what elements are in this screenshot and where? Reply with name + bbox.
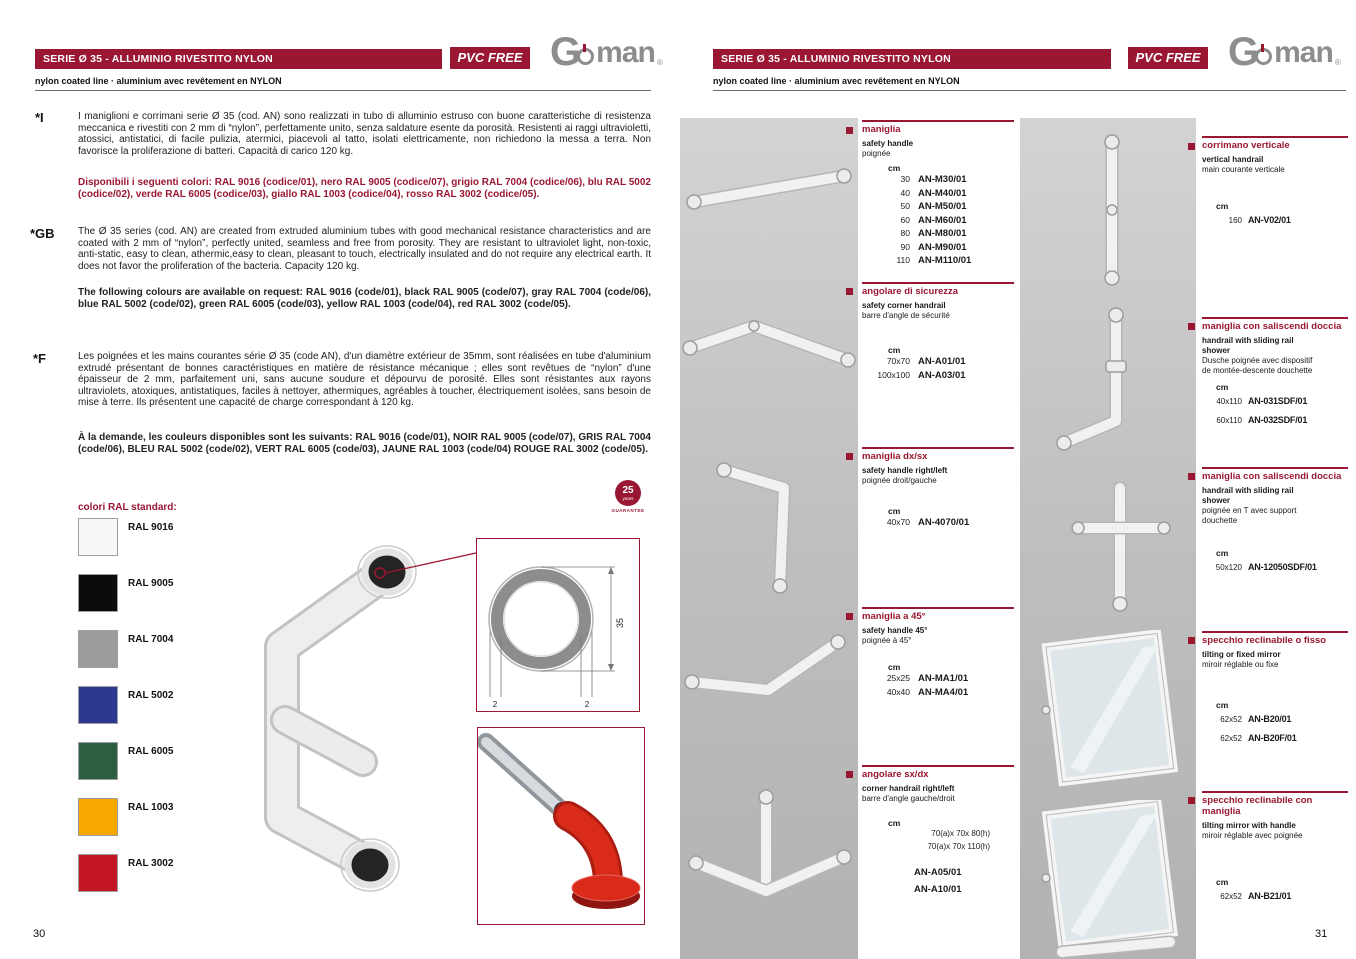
product-photo-white-handrail bbox=[185, 525, 475, 925]
ral-swatch-5002 bbox=[78, 686, 118, 724]
pvc-free-badge-right: PVC FREE bbox=[1128, 47, 1208, 69]
product-desc-fr: poignée à 45° bbox=[862, 636, 912, 645]
paragraph-english: The Ø 35 series (cod. AN) are created from extruded aluminium tubes with good mechanical resistance characteristics and are coated with 2 mm of “nylon”, perfectly united, seamless and free from porosity. They are resistant to ultraviolet light, non-toxic, anti-static, easy to clean, athermic,easy to clean, pleasant to touch, electrically insulated and do not require any electrical earth. It does not favor the proliferation of the bacteria. Capacity 120 kg. bbox=[78, 226, 651, 272]
photo-column-left bbox=[680, 118, 858, 959]
dimension-2-right-label: 2 bbox=[584, 700, 590, 709]
ral-swatch-1003 bbox=[78, 798, 118, 836]
guarantee-number: 25 bbox=[622, 484, 634, 496]
guarantee-text: GUARANTEE bbox=[611, 508, 645, 513]
unit-label: cm bbox=[1216, 700, 1229, 710]
product-row: 40 AN-M40/01 bbox=[900, 187, 967, 199]
product-row: 62x52 AN-B20/01 bbox=[1220, 714, 1292, 724]
unit-label: cm bbox=[1216, 548, 1229, 558]
guarantee-years: years bbox=[622, 495, 634, 501]
product-section-angolare-sicurezza bbox=[862, 282, 1014, 382]
callout-connector-line bbox=[372, 545, 478, 581]
product-title: specchio reclinabile con maniglia bbox=[1202, 795, 1313, 817]
product-section-maniglia-dxsx bbox=[862, 447, 1014, 530]
product-row: 100x100 AN-A03/01 bbox=[877, 369, 966, 381]
product-desc-fr: poignée en T avec support douchette bbox=[1202, 506, 1297, 525]
connector-marker bbox=[1188, 797, 1195, 804]
connector-marker bbox=[846, 127, 853, 134]
product-row: 50 AN-M50/01 bbox=[900, 201, 967, 212]
unit-label: cm bbox=[888, 163, 901, 173]
connector-marker bbox=[846, 453, 853, 460]
product-title: angolare di sicurezza bbox=[862, 286, 959, 297]
series-title: SERIE Ø 35 - ALLUMINIO RIVESTITO NYLON bbox=[43, 53, 273, 65]
product-desc-fr: Dusche poignée avec dispositif de montée-descente douchette bbox=[1202, 356, 1313, 375]
product-section-angolare-sxdx bbox=[862, 765, 1014, 898]
ral-swatch-7004 bbox=[78, 630, 118, 668]
photo-handle-45 bbox=[680, 610, 858, 725]
series-subtitle-left: nylon coated line · aluminium avec revêtement en NYLON bbox=[35, 76, 282, 86]
product-desc-en: safety handle 45° bbox=[862, 626, 928, 635]
goman-logo-left bbox=[550, 30, 663, 75]
connector-marker bbox=[1188, 473, 1195, 480]
photo-tilting-mirror bbox=[1020, 630, 1196, 788]
product-desc-en: corner handrail right/left bbox=[862, 784, 955, 793]
photo-corner-right-left bbox=[680, 763, 858, 958]
product-row: 30 AN-M30/01 bbox=[900, 174, 967, 185]
logo-letter-g: G bbox=[1228, 30, 1258, 74]
series-title-bar-right bbox=[713, 49, 1111, 69]
product-desc-en: handrail with sliding rail shower bbox=[1202, 336, 1294, 355]
ral-swatch-3002 bbox=[78, 854, 118, 892]
product-row: 80 AN-M80/01 bbox=[900, 228, 967, 239]
product-row: 90 AN-M90/01 bbox=[900, 241, 967, 253]
product-desc-en: safety handle right/left bbox=[862, 466, 948, 475]
product-desc-fr: poignée droit/gauche bbox=[862, 476, 937, 485]
paragraph-french: Les poignées et les mains courantes série Ø 35 (code AN), d'un diamètre extérieur de 35mm, sont réalisées en tube d'aluminium extrudé présentant de bonnes caractéristiques en matière de résistance mécanique ; elles sont revêtues de “nylon” d'une épaisseur de 2 mm, parfaitement uni, sans aucune soudure et dépourvu de porosité. Elles sont résistantes aux rayons ultraviolets, atoxiques, antistatiques, faciles à nettoyer, athermiques, agréables à toucher, électriquement isolées, sans besoin de mise à terre. Ils présentent une capacité de charge correspondant à 120 kg. bbox=[78, 351, 651, 408]
dimension-35-label: 35 bbox=[615, 617, 625, 629]
header-rule-right bbox=[713, 90, 1346, 91]
ral-label-3002: RAL 3002 bbox=[128, 858, 174, 869]
paragraph-italian: I maniglioni e corrimani serie Ø 35 (cod. AN) sono realizzati in tubo di alluminio estruso con buone caratteristiche di resistenza meccanica e rivestiti con 2 mm di “nylon”, perfettamente unito, senza saldature esente da porosità. Resistenti ai raggi ultravioletti, atossici, antistatici, di facile pulizia, atermici, piacevoli al tatto, isolati elettricamente, non richiedono la messa a terra. Non favorisce la proliferazione di batteri. Capacità di carico 120 kg. bbox=[78, 111, 651, 157]
goman-logo-right bbox=[1228, 30, 1341, 75]
product-desc-fr: miroir réglable avec poignée bbox=[1202, 831, 1303, 840]
unit-label: cm bbox=[1216, 201, 1229, 211]
product-row: 70x70 AN-A01/01 bbox=[886, 356, 966, 367]
photo-column-right bbox=[1020, 118, 1196, 959]
cross-section-box bbox=[476, 538, 640, 712]
page-number-30: 30 bbox=[33, 928, 46, 940]
product-dimensions: 70(a)x 70x 80(h) bbox=[931, 829, 990, 838]
pvc-free-badge-left: PVC FREE bbox=[450, 47, 530, 69]
product-section-maniglia bbox=[862, 120, 1014, 268]
product-code: AN-A05/01 bbox=[914, 867, 962, 878]
series-title: SERIE Ø 35 - ALLUMINIO RIVESTITO NYLON bbox=[721, 53, 951, 65]
product-title: maniglia con saliscendi doccia bbox=[1202, 321, 1342, 332]
ral-label-6005: RAL 6005 bbox=[128, 746, 174, 757]
tube-cross-section-diagram bbox=[477, 539, 639, 711]
red-handrail-detail-photo bbox=[478, 728, 644, 924]
product-desc-fr: main courante verticale bbox=[1202, 165, 1285, 174]
unit-label: cm bbox=[1216, 382, 1229, 392]
unit-label: cm bbox=[888, 818, 901, 828]
ral-label-1003: RAL 1003 bbox=[128, 802, 174, 813]
product-section-specchio-maniglia bbox=[1202, 791, 1348, 906]
product-title: maniglia a 45° bbox=[862, 611, 926, 622]
connector-marker bbox=[846, 771, 853, 778]
guarantee-badge bbox=[610, 480, 646, 513]
product-row: 40x40 AN-MA4/01 bbox=[886, 686, 969, 698]
product-row: 62x52 AN-B21/01 bbox=[1220, 891, 1292, 901]
header-rule-left bbox=[35, 90, 651, 91]
dimension-2-left-label: 2 bbox=[492, 700, 498, 709]
photo-handle-right-left bbox=[680, 448, 858, 598]
product-section-corrimano-verticale bbox=[1202, 136, 1348, 230]
ral-swatch-9016 bbox=[78, 518, 118, 556]
product-dimensions: 70(a)x 70x 110(h) bbox=[927, 841, 990, 851]
ral-swatch-6005 bbox=[78, 742, 118, 780]
lang-marker-english: *GB bbox=[30, 226, 55, 241]
product-title: maniglia dx/sx bbox=[862, 451, 928, 462]
photo-handrail-sliding-rail bbox=[1020, 303, 1196, 463]
ral-colors-title: colori RAL standard: bbox=[78, 502, 177, 513]
product-row: 50x120 AN-12050SDF/01 bbox=[1215, 562, 1317, 572]
product-section-saliscendi-doccia-1 bbox=[1202, 317, 1348, 430]
unit-label: cm bbox=[888, 345, 901, 355]
product-section-specchio-fisso bbox=[1202, 631, 1348, 748]
product-desc-fr: miroir réglable ou fixe bbox=[1202, 660, 1279, 669]
photo-safety-handle bbox=[680, 130, 858, 245]
product-title: angolare sx/dx bbox=[862, 769, 929, 780]
product-desc-en: safety corner handrail bbox=[862, 301, 946, 310]
guarantee-circle-icon bbox=[615, 480, 641, 506]
paragraph-english-colors: The following colours are available on request: RAL 9016 (code/01), black RAL 9005 (code/07), gray RAL 7004 (code/06), blue RAL 5002 (code/02), green RAL 6005 (code/03), yellow RAL 1003 (code/04), red RAL 3002 (code/05). bbox=[78, 287, 651, 310]
red-handrail-photo-box bbox=[477, 727, 645, 925]
registered-mark: ® bbox=[656, 58, 663, 67]
product-desc-fr: poignée bbox=[862, 149, 891, 158]
product-row: 60 AN-M60/01 bbox=[900, 214, 967, 226]
connector-marker bbox=[1188, 637, 1195, 644]
product-title: maniglia bbox=[862, 124, 901, 135]
photo-tilting-mirror-handle bbox=[1020, 800, 1196, 959]
logo-letter-g: G bbox=[550, 30, 580, 74]
ral-label-5002: RAL 5002 bbox=[128, 690, 174, 701]
lang-marker-italian: *I bbox=[35, 110, 44, 125]
logo-circle-icon bbox=[577, 48, 594, 65]
product-desc-en: handrail with sliding rail shower bbox=[1202, 486, 1294, 505]
product-row: 160 AN-V02/01 bbox=[1228, 215, 1291, 225]
product-code: AN-A10/01 bbox=[914, 883, 962, 895]
ral-label-7004: RAL 7004 bbox=[128, 634, 174, 645]
unit-label: cm bbox=[888, 506, 901, 516]
product-section-maniglia-45 bbox=[862, 607, 1014, 699]
connector-marker bbox=[846, 288, 853, 295]
product-row: 25x25 AN-MA1/01 bbox=[886, 673, 969, 684]
photo-t-handrail-shower bbox=[1020, 476, 1196, 616]
product-desc-fr: barre d'angle gauche/droit bbox=[862, 794, 955, 803]
connector-marker bbox=[1188, 323, 1195, 330]
product-row: 62x52 AN-B20F/01 bbox=[1220, 733, 1297, 743]
ral-swatch-9005 bbox=[78, 574, 118, 612]
logo-circle-icon bbox=[1255, 48, 1272, 65]
product-section-saliscendi-doccia-2 bbox=[1202, 467, 1348, 577]
photo-corner-handrail bbox=[680, 286, 858, 406]
paragraph-italian-colors: Disponibili i seguenti colori: RAL 9016 (codice/01), nero RAL 9005 (codice/07), grigio RAL 7004 (codice/06), blu RAL 5002 (codice/02), verde RAL 6005 (codice/03), giallo RAL 1003 (codice/04), rosso RAL 3002 (codice/05). bbox=[78, 177, 651, 200]
series-subtitle-right: nylon coated line · aluminium avec revêtement en NYLON bbox=[713, 76, 960, 86]
lang-marker-french: *F bbox=[33, 351, 46, 366]
product-desc-en: tilting mirror with handle bbox=[1202, 821, 1296, 830]
page-number-31: 31 bbox=[1315, 928, 1328, 940]
ral-label-9005: RAL 9005 bbox=[128, 578, 174, 589]
connector-marker bbox=[846, 613, 853, 620]
series-title-bar-left bbox=[35, 49, 442, 69]
product-desc-en: safety handle bbox=[862, 139, 914, 148]
registered-mark: ® bbox=[1334, 58, 1341, 67]
logo-letters-man: man bbox=[1274, 35, 1333, 69]
product-desc-en: vertical handrail bbox=[1202, 155, 1264, 164]
logo-letters-man: man bbox=[596, 35, 655, 69]
connector-marker bbox=[1188, 143, 1195, 150]
product-title: corrimano verticale bbox=[1202, 140, 1290, 151]
product-title: specchio reclinabile o fisso bbox=[1202, 635, 1327, 646]
paragraph-french-colors: À la demande, les couleurs disponibles sont les suivants: RAL 9016 (code/01), NOIR RAL 9005 (code/07), GRIS RAL 7004 (code/06), BLEU RAL 5002 (code/02), VERT RAL 6005 (code/03), JAUNE RAL 1003 (code/04) ROUGE RAL 3002 (code/05). bbox=[78, 432, 651, 455]
photo-vertical-handrail bbox=[1020, 130, 1196, 290]
product-desc-fr: barre d'angle de sécurité bbox=[862, 311, 950, 320]
product-desc-en: tilting or fixed mirror bbox=[1202, 650, 1281, 659]
product-row: 110 AN-M110/01 bbox=[896, 255, 972, 266]
ral-label-9016: RAL 9016 bbox=[128, 522, 174, 533]
product-codes bbox=[862, 865, 1014, 898]
product-row: 60x110 AN-032SDF/01 bbox=[1216, 415, 1308, 425]
unit-label: cm bbox=[1216, 877, 1229, 887]
product-row: 40x110 AN-031SDF/01 bbox=[1216, 396, 1308, 406]
product-title: maniglia con saliscendi doccia bbox=[1202, 471, 1342, 482]
unit-label: cm bbox=[888, 662, 901, 672]
product-row: 40x70 AN-4070/01 bbox=[886, 517, 970, 528]
